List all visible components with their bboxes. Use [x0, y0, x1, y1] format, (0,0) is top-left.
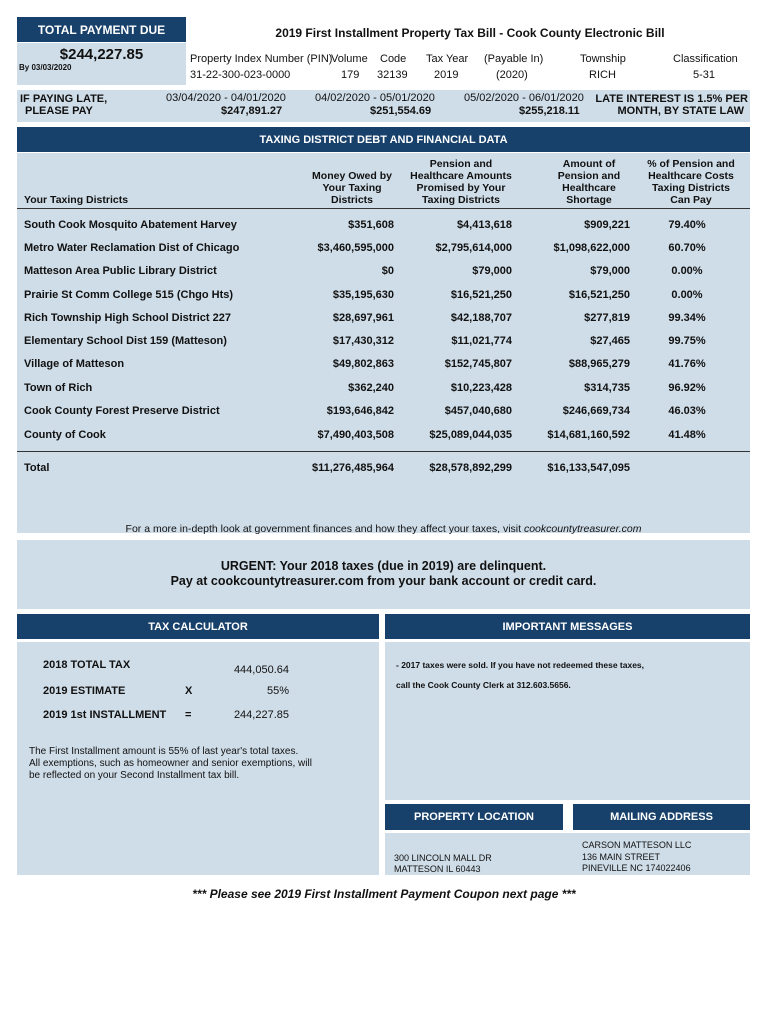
- col-pct-line: Healthcare Costs: [648, 170, 734, 182]
- calc-note-line3: be reflected on your Second Installment tax bill.: [29, 770, 240, 781]
- total-label: Total: [24, 462, 50, 474]
- table-row: [17, 238, 750, 260]
- pension-promised: $16,521,250: [450, 289, 512, 301]
- debt-section-header: TAXING DISTRICT DEBT AND FINANCIAL DATA: [17, 127, 750, 152]
- important-messages-header: IMPORTANT MESSAGES: [385, 614, 750, 639]
- mailing-line1: CARSON MATTESON LLC: [582, 840, 692, 850]
- col-pension-line: Pension and: [429, 158, 493, 170]
- pension-shortage: $314,735: [584, 382, 630, 394]
- address-panel: [385, 833, 750, 875]
- money-owed: $351,608: [348, 219, 394, 231]
- col-shortage-header: [544, 158, 634, 206]
- code-value: 32139: [377, 69, 408, 81]
- table-row: [17, 401, 750, 423]
- tax-calculator-header: TAX CALCULATOR: [17, 614, 379, 639]
- pension-promised: $10,223,428: [450, 382, 512, 394]
- col-shortage-line: Pension and: [557, 170, 621, 182]
- pin-value: 31-22-300-023-0000: [190, 69, 291, 81]
- footnote-text: For a more in-depth look at government finances and how they affect your taxes, visit: [125, 523, 524, 535]
- calc-row3-value: 244,227.85: [233, 709, 289, 721]
- table-row: [17, 261, 750, 283]
- col-owed-line: Districts: [330, 194, 373, 206]
- taxyear-label: Tax Year: [426, 53, 469, 65]
- late-period3-amount: $255,218.11: [519, 105, 580, 117]
- late-period3-range: 05/02/2020 - 06/01/2020: [464, 92, 584, 104]
- pension-shortage: $14,681,160,592: [547, 429, 630, 441]
- payable-value: (2020): [496, 69, 528, 81]
- message-line2: call the Cook County Clerk at 312.603.5656.: [396, 680, 571, 690]
- late-label-line2: PLEASE PAY: [25, 105, 93, 117]
- pension-shortage: $246,669,734: [562, 405, 630, 417]
- col-shortage-line: Amount of: [562, 158, 616, 170]
- header-divider: [17, 208, 750, 209]
- district-name: Cook County Forest Preserve District: [24, 405, 220, 417]
- col-pension-line: Healthcare Amounts: [410, 170, 512, 182]
- table-row: [17, 308, 750, 330]
- pension-promised: $42,188,707: [450, 312, 512, 324]
- pct-can-pay: 41.48%: [668, 429, 706, 441]
- pct-can-pay: 0.00%: [671, 265, 703, 277]
- late-period2-amount: $251,554.69: [370, 105, 432, 117]
- urgent-line1: URGENT: Your 2018 taxes (due in 2019) are delinquent.: [220, 559, 547, 573]
- bill-title: 2019 First Installment Property Tax Bill - Cook County Electronic Bill: [275, 26, 665, 40]
- pct-can-pay: 60.70%: [668, 242, 706, 254]
- money-owed: $17,430,312: [332, 335, 394, 347]
- pension-shortage: $88,965,279: [568, 358, 630, 370]
- pension-shortage: $909,221: [584, 219, 630, 231]
- volume-value: 179: [341, 69, 360, 81]
- col-owed-line: Money Owed by: [312, 170, 392, 182]
- important-messages-panel: [385, 642, 750, 800]
- calc-row1-value: 444,050.64: [233, 664, 289, 676]
- pct-can-pay: 96.92%: [668, 382, 706, 394]
- township-label: Township: [580, 53, 626, 65]
- classification-label: Classification: [673, 53, 738, 65]
- township-value: RICH: [589, 69, 616, 81]
- col-pct-line: % of Pension and: [647, 158, 735, 170]
- pct-can-pay: 41.76%: [668, 358, 706, 370]
- col-pension-line: Promised by Your: [416, 182, 506, 194]
- pension-shortage: $1,098,622,000: [553, 242, 630, 254]
- urgent-line2: Pay at cookcountytreasurer.com from your bank account or credit card.: [170, 574, 597, 588]
- col-shortage-line: Healthcare: [562, 182, 616, 194]
- debt-table: [17, 153, 750, 533]
- money-owed: $28,697,961: [332, 312, 394, 324]
- pension-promised: $25,089,044,035: [429, 429, 512, 441]
- code-label: Code: [380, 53, 407, 65]
- district-name: Rich Township High School District 227: [24, 312, 231, 324]
- table-row: [17, 354, 750, 376]
- calc-row2-operator: X: [185, 685, 193, 697]
- table-row: [17, 378, 750, 400]
- mailing-line3: PINEVILLE NC 174022406: [582, 863, 691, 873]
- district-name: South Cook Mosquito Abatement Harvey: [24, 219, 237, 231]
- district-name: Elementary School Dist 159 (Matteson): [24, 335, 227, 347]
- pension-shortage: $27,465: [590, 335, 630, 347]
- district-name: Metro Water Reclamation Dist of Chicago: [24, 242, 240, 254]
- property-location-header: PROPERTY LOCATION: [385, 804, 563, 830]
- district-name: Matteson Area Public Library District: [24, 265, 217, 277]
- pct-can-pay: 99.75%: [668, 335, 706, 347]
- total-divider: [17, 451, 750, 452]
- calc-row2-label: 2019 ESTIMATE: [43, 685, 126, 697]
- total-shortage: $16,133,547,095: [547, 462, 630, 474]
- calc-row3-operator: =: [185, 709, 192, 721]
- volume-label: Volume: [331, 53, 368, 65]
- finance-footnote: [17, 523, 750, 535]
- tax-calculator-panel: [17, 642, 379, 875]
- mailing-line2: 136 MAIN STREET: [582, 852, 661, 862]
- money-owed: $49,802,863: [332, 358, 394, 370]
- late-interest-line1: LATE INTEREST IS 1.5% PER: [595, 93, 748, 105]
- late-label-line1: IF PAYING LATE,: [20, 93, 108, 105]
- district-name: County of Cook: [24, 429, 106, 441]
- pension-promised: $2,795,614,000: [435, 242, 512, 254]
- table-row: [17, 215, 750, 237]
- pension-promised: $4,413,618: [456, 219, 512, 231]
- district-name: Town of Rich: [24, 382, 93, 394]
- money-owed: $3,460,595,000: [317, 242, 394, 254]
- property-line1: 300 LINCOLN MALL DR: [394, 853, 492, 863]
- district-name: Prairie St Comm College 515 (Chgo Hts): [24, 289, 234, 301]
- col-owed-header: [307, 170, 397, 206]
- col-pension-header: [405, 158, 517, 206]
- pension-promised: $152,745,807: [444, 358, 512, 370]
- total-row: [17, 458, 750, 480]
- calc-note-line2: All exemptions, such as homeowner and senior exemptions, will: [29, 758, 312, 769]
- money-owed: $362,240: [348, 382, 394, 394]
- col-district-header: Your Taxing Districts: [24, 194, 129, 206]
- treasurer-link[interactable]: cookcountytreasurer.com: [523, 523, 642, 535]
- late-payment-box: [17, 90, 750, 122]
- total-owed: $11,276,485,964: [312, 462, 394, 474]
- pension-promised: $79,000: [472, 265, 512, 277]
- coupon-footer-note: *** Please see 2019 First Installment Payment Coupon next page ***: [192, 887, 576, 901]
- total-pension: $28,578,892,299: [429, 462, 512, 474]
- col-pension-line: Taxing Districts: [422, 194, 500, 206]
- pct-can-pay: 99.34%: [668, 312, 706, 324]
- district-name: Village of Matteson: [24, 358, 125, 370]
- late-period1-range: 03/04/2020 - 04/01/2020: [166, 92, 286, 104]
- pension-promised: $11,021,774: [451, 335, 512, 347]
- late-period1-amount: $247,891.27: [221, 105, 283, 117]
- table-row: [17, 425, 750, 447]
- pct-can-pay: 79.40%: [668, 219, 706, 231]
- total-amount: $244,227.85: [59, 46, 144, 63]
- total-amount-box: [17, 43, 186, 85]
- col-pct-line: Can Pay: [670, 194, 712, 206]
- col-owed-line: Your Taxing: [322, 182, 382, 194]
- pension-shortage: $16,521,250: [568, 289, 630, 301]
- pin-label: Property Index Number (PIN): [190, 53, 333, 65]
- pension-shortage: $79,000: [590, 265, 630, 277]
- total-payment-label: TOTAL PAYMENT DUE: [17, 17, 186, 42]
- payable-label: (Payable In): [484, 53, 544, 65]
- calc-row2-value: 55%: [266, 685, 289, 697]
- calc-note-line1: The First Installment amount is 55% of last year's total taxes.: [29, 746, 299, 757]
- message-line1: - 2017 taxes were sold. If you have not redeemed these taxes,: [396, 660, 645, 670]
- urgent-notice: [17, 540, 750, 609]
- money-owed: $35,195,630: [332, 289, 394, 301]
- money-owed: $7,490,403,508: [317, 429, 394, 441]
- due-by-date: By 03/03/2020: [19, 63, 72, 72]
- taxyear-value: 2019: [434, 69, 459, 81]
- col-shortage-line: Shortage: [566, 194, 612, 206]
- pct-can-pay: 46.03%: [668, 405, 706, 417]
- col-pct-header: [641, 158, 741, 206]
- pension-shortage: $277,819: [584, 312, 630, 324]
- classification-value: 5-31: [693, 69, 716, 81]
- money-owed: $193,646,842: [326, 405, 394, 417]
- mailing-address-header: MAILING ADDRESS: [573, 804, 750, 830]
- calc-row3-label: 2019 1st INSTALLMENT: [43, 709, 167, 721]
- late-period2-range: 04/02/2020 - 05/01/2020: [315, 92, 435, 104]
- property-line2: MATTESON IL 60443: [394, 864, 481, 874]
- pension-promised: $457,040,680: [444, 405, 512, 417]
- money-owed: $0: [381, 265, 394, 277]
- table-row: [17, 285, 750, 307]
- late-interest-line2: MONTH, BY STATE LAW: [617, 105, 744, 117]
- col-pct-line: Taxing Districts: [652, 182, 730, 194]
- table-row: [17, 331, 750, 353]
- pct-can-pay: 0.00%: [671, 289, 703, 301]
- calc-row1-label: 2018 TOTAL TAX: [43, 659, 131, 671]
